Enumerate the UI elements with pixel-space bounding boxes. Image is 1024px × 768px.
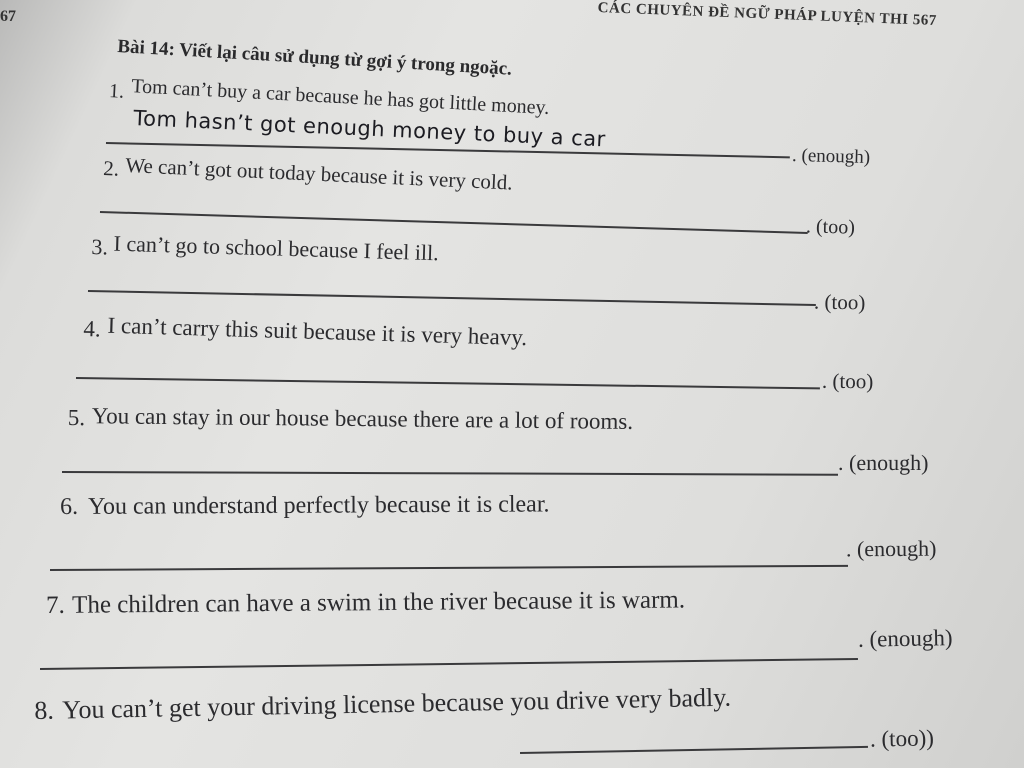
question-number: 6. xyxy=(60,493,79,520)
running-header: CÁC CHUYÊN ĐỀ NGỮ PHÁP LUYỆN THI 567 xyxy=(597,0,938,30)
hint-label: . (enough) xyxy=(845,535,937,562)
question-sentence: Tom can’t buy a car because he has got little money. xyxy=(130,75,550,120)
exercise-label: Bài 14: xyxy=(116,36,176,61)
question-sentence: We can’t got out today because it is very cold. xyxy=(124,152,514,195)
answer-line[interactable] xyxy=(520,746,868,754)
answer-line[interactable] xyxy=(40,658,858,670)
question-number: 4. xyxy=(83,315,102,342)
hint-label: . (too) xyxy=(813,289,866,315)
exercise-title xyxy=(117,36,513,81)
hint-label: . (too) xyxy=(821,368,874,394)
question-sentence: I can’t carry this suit because it is very heavy. xyxy=(107,312,528,351)
hint-label: . (too)) xyxy=(869,725,935,752)
exercise-instruction: Viết lại câu sử dụng từ gợi ý trong ngoặc. xyxy=(178,39,513,80)
page-number: 67 xyxy=(0,8,16,25)
question-number: 5. xyxy=(67,404,86,431)
answer-line[interactable] xyxy=(100,211,808,234)
question-number: 8. xyxy=(34,695,55,725)
answer-line[interactable] xyxy=(88,290,816,306)
question-number: 7. xyxy=(46,591,65,619)
hint-label: . (enough) xyxy=(837,449,929,476)
question-number: 1. xyxy=(108,79,125,103)
handwritten-answer: Tom hasn’t got enough money to buy a car xyxy=(132,106,607,152)
hint-label: . (too) xyxy=(805,215,856,239)
question-sentence: I can’t go to school because I feel ill. xyxy=(113,230,440,266)
question-sentence: The children can have a swim in the river because it is warm. xyxy=(71,586,686,619)
question-number: 2. xyxy=(102,155,120,181)
answer-line[interactable] xyxy=(76,377,820,389)
answer-line[interactable] xyxy=(62,471,838,476)
hint-label: . (enough) xyxy=(791,144,871,169)
question-sentence: You can’t get your driving license because you drive very badly. xyxy=(61,682,732,725)
hint-label: . (enough) xyxy=(857,625,953,652)
question-sentence: You can understand perfectly because it is clear. xyxy=(87,491,550,520)
question-sentence: You can stay in our house because there are a lot of rooms. xyxy=(91,403,634,434)
answer-line[interactable] xyxy=(50,565,848,571)
question-number: 3. xyxy=(91,233,109,260)
